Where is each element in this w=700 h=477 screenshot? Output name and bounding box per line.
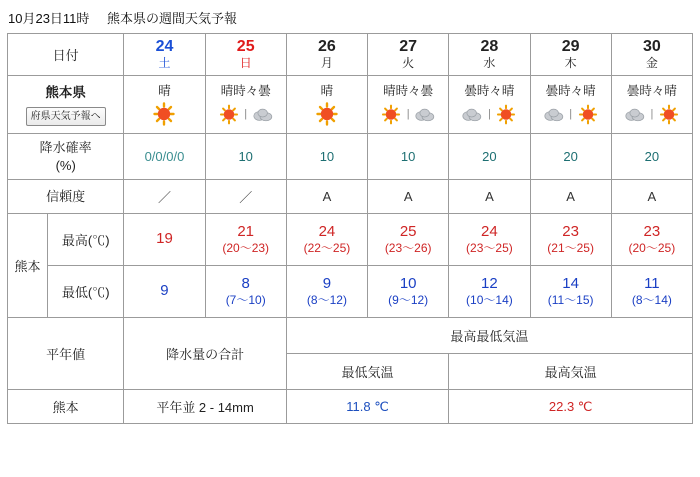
sunny-icon (577, 104, 599, 125)
temp-min-value: 9 (160, 282, 169, 300)
sunny-icon (314, 102, 340, 126)
weather-text: 晴時々曇 (383, 84, 434, 99)
row-label-city: 熊本 (8, 214, 48, 318)
temp-max-range: (22〜25) (303, 241, 351, 256)
temp-min-range: (11〜15) (547, 293, 594, 308)
temp-max-range: (23〜26) (384, 241, 432, 256)
reliability-cell-0: ／ (124, 180, 205, 214)
table-row-normals-values (8, 390, 693, 424)
precip-prob-cell-6: 20 (611, 134, 692, 180)
date-cell-3 (368, 34, 449, 76)
icon-separator: | (650, 108, 654, 121)
date-number: 26 (318, 38, 336, 56)
date-number: 30 (642, 38, 661, 56)
weather-cell-5 (530, 76, 611, 134)
normals-tmin-value: 11.8 ℃ (286, 390, 448, 424)
reliability-cell-1: ／ (205, 180, 286, 214)
row-label-prefecture (8, 76, 124, 134)
temp-min-cell-1 (205, 266, 286, 318)
date-weekday: 月 (320, 55, 333, 70)
date-weekday: 木 (564, 55, 577, 70)
weather-icons (288, 102, 366, 126)
temp-min-cell-6 (611, 266, 692, 318)
temp-min-range: (7〜10) (225, 293, 266, 308)
sunny-icon (658, 104, 680, 125)
temp-max-value: 23 (643, 222, 661, 240)
date-weekday: 水 (483, 55, 496, 70)
weather-cell-3 (368, 76, 449, 134)
temp-max-range: (21〜25) (547, 241, 594, 256)
icon-separator: | (244, 108, 248, 121)
temp-max-cell-4 (449, 214, 530, 266)
temp-max-value: 25 (399, 222, 417, 240)
weather-cell-4 (449, 76, 530, 134)
temp-max-value: 21 (237, 222, 255, 240)
weather-cell-2 (286, 76, 367, 134)
date-weekday: 火 (402, 55, 415, 70)
date-cell-0 (124, 34, 205, 76)
row-label-normals: 平年値 (8, 318, 124, 390)
sunny-icon (218, 104, 240, 125)
temp-max-cell-0 (124, 214, 205, 266)
date-number: 25 (236, 38, 255, 56)
weather-text: 晴時々曇 (220, 84, 271, 99)
cloudy-icon (252, 105, 274, 124)
prefecture-name: 熊本県 (45, 85, 86, 101)
temp-min-cell-5 (530, 266, 611, 318)
row-label-date: 日付 (8, 34, 124, 76)
temp-min-cell-3 (368, 266, 449, 318)
row-label-precip-prob (8, 134, 124, 180)
weather-text: 曇時々晴 (464, 84, 515, 99)
date-cell-6 (611, 34, 692, 76)
date-number: 24 (155, 38, 174, 56)
reliability-cell-4: A (449, 180, 530, 214)
header-timestamp: 10月23日11時 (8, 11, 90, 26)
date-weekday: 土 (158, 55, 171, 70)
precip-prob-cell-1: 10 (205, 134, 286, 180)
icon-separator: | (569, 108, 573, 121)
weather-cell-0 (124, 76, 205, 134)
date-weekday: 日 (239, 55, 252, 70)
date-cell-1 (205, 34, 286, 76)
weather-text: 晴 (158, 84, 171, 99)
temp-max-value: 24 (481, 222, 498, 240)
sunny-icon (380, 104, 402, 125)
temp-max-range: (23〜25) (466, 241, 513, 256)
table-row-normals-header (8, 318, 693, 354)
precip-label-line2: (%) (55, 157, 76, 173)
weather-icons (369, 102, 447, 126)
sunny-icon (495, 104, 517, 125)
weather-icons (125, 102, 203, 126)
table-row-date (8, 34, 693, 76)
precip-prob-cell-0: 0/0/0/0 (124, 134, 205, 180)
temp-min-cell-0 (124, 266, 205, 318)
precip-prob-cell-4: 20 (449, 134, 530, 180)
cloudy-icon (461, 105, 483, 124)
normals-city-label: 熊本 (8, 390, 124, 424)
date-cell-4 (449, 34, 530, 76)
icon-separator: | (406, 108, 410, 121)
temp-min-cell-4 (449, 266, 530, 318)
reliability-cell-3: A (368, 180, 449, 214)
reliability-cell-2: A (286, 180, 367, 214)
temp-min-range: (8〜14) (631, 293, 672, 308)
precip-prob-cell-5: 20 (530, 134, 611, 180)
precip-prob-cell-2: 10 (286, 134, 367, 180)
table-row-temp-max (8, 214, 693, 266)
normals-precip-value: 平年並 2 - 14mm (124, 390, 286, 424)
table-row-precip-prob (8, 134, 693, 180)
temp-max-cell-6 (611, 214, 692, 266)
weather-cell-1 (205, 76, 286, 134)
normals-precip-header: 降水量の合計 (124, 318, 286, 390)
table-row-reliability (8, 180, 693, 214)
reliability-cell-5: A (530, 180, 611, 214)
cloudy-icon (624, 105, 646, 124)
table-row-weather (8, 76, 693, 134)
temp-min-range: (10〜14) (466, 293, 513, 308)
temp-min-range: (9〜12) (388, 293, 429, 308)
reliability-cell-6: A (611, 180, 692, 214)
temp-min-value: 14 (562, 274, 579, 292)
prefecture-forecast-link[interactable]: 府県天気予報へ (26, 107, 106, 126)
temp-min-value: 10 (399, 274, 417, 292)
temp-min-value: 11 (644, 274, 660, 292)
page-title: 熊本県の週間天気予報 (107, 11, 238, 26)
weather-text: 晴 (320, 84, 334, 99)
temp-max-cell-3 (368, 214, 449, 266)
precip-prob-cell-3: 10 (368, 134, 449, 180)
weather-icons (532, 102, 610, 126)
normals-tmax-value: 22.3 ℃ (449, 390, 693, 424)
temp-max-range: (20〜25) (628, 241, 676, 256)
temp-max-cell-5 (530, 214, 611, 266)
cloudy-icon (543, 105, 565, 124)
weather-icons (207, 102, 285, 126)
row-label-reliability: 信頼度 (8, 180, 124, 214)
weather-icons (613, 102, 691, 126)
temp-max-cell-1 (205, 214, 286, 266)
date-cell-5 (530, 34, 611, 76)
temp-min-value: 12 (481, 274, 498, 292)
normals-tmin-header: 最低気温 (286, 354, 448, 390)
temp-min-value: 8 (241, 274, 250, 292)
temp-max-value: 24 (318, 222, 336, 240)
sunny-icon (151, 102, 177, 126)
icon-separator: | (487, 108, 491, 121)
date-number: 28 (480, 38, 499, 56)
temp-max-value: 19 (156, 230, 173, 248)
row-label-temp-max: 最高(℃) (48, 214, 124, 266)
cloudy-icon (414, 105, 436, 124)
weather-text: 曇時々晴 (626, 84, 677, 99)
normals-tmax-header: 最高気温 (449, 354, 693, 390)
weather-icons (450, 102, 528, 126)
date-weekday: 金 (645, 55, 658, 70)
temp-max-cell-2 (286, 214, 367, 266)
weather-text: 曇時々晴 (545, 84, 596, 99)
weather-cell-6 (611, 76, 692, 134)
temp-min-value: 9 (322, 274, 332, 292)
page-header (0, 0, 700, 33)
weekly-forecast-table (7, 33, 693, 424)
temp-max-value: 23 (562, 222, 579, 240)
temp-max-range: (20〜23) (222, 241, 270, 256)
precip-label-line1: 降水確率 (39, 139, 92, 155)
temp-min-range: (8〜12) (306, 293, 347, 308)
table-row-temp-min (8, 266, 693, 318)
date-number: 29 (561, 38, 580, 56)
date-number: 27 (399, 38, 418, 56)
temp-min-cell-2 (286, 266, 367, 318)
row-label-temp-min: 最低(℃) (48, 266, 124, 318)
date-cell-2 (286, 34, 367, 76)
normals-temp-header: 最高最低気温 (286, 318, 692, 354)
